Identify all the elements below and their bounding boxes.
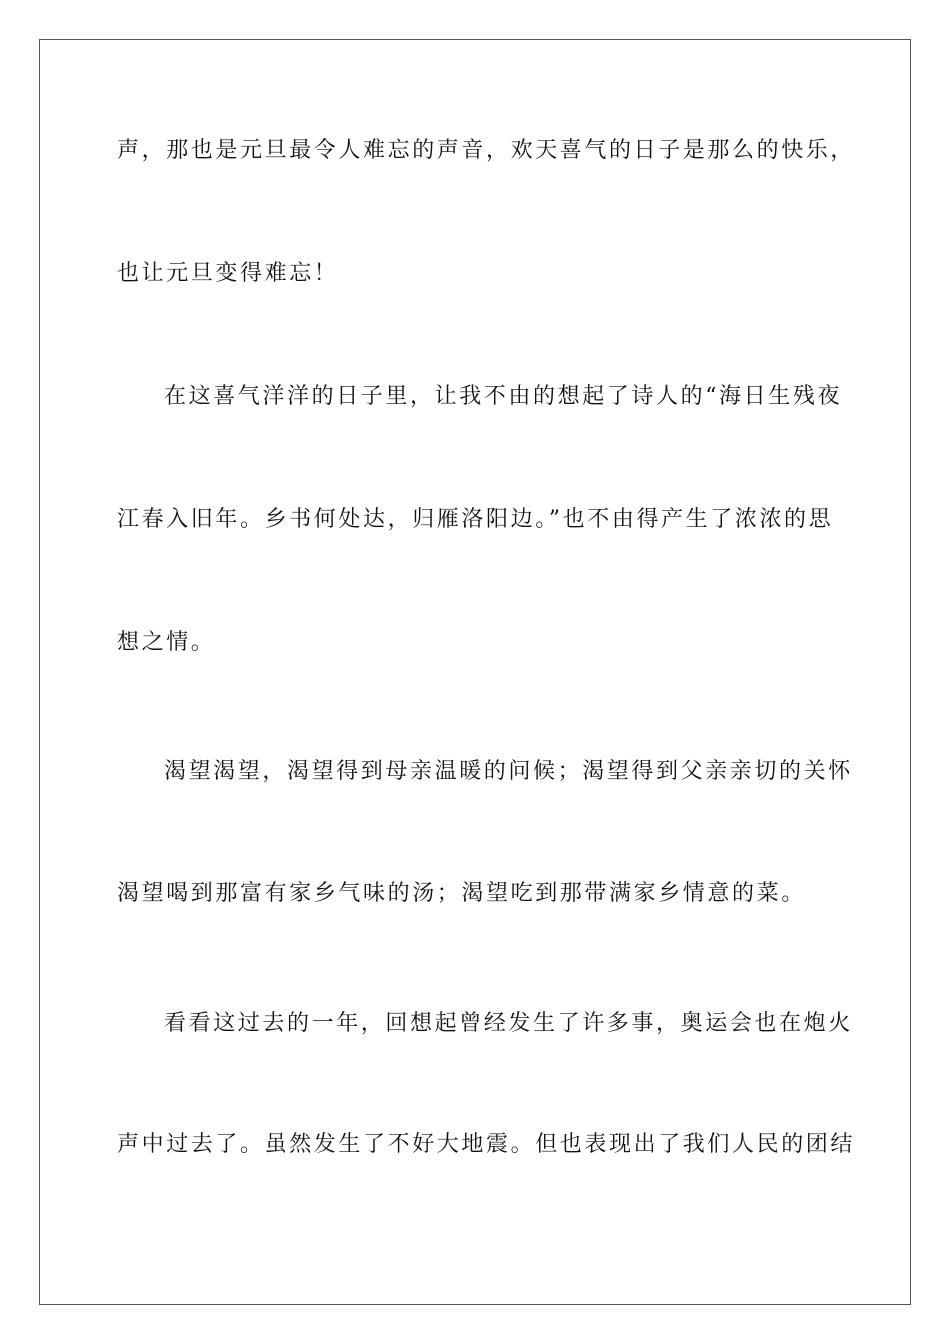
paragraph-start-line-8: 看看这过去的一年，回想起曾经发生了许多事，奥运会也在炮火 [164, 1011, 853, 1036]
text-line-2: 也让元旦变得难忘！ [117, 261, 339, 286]
text-line-1: 声，那也是元旦最令人难忘的声音，欢天喜气的日子是那么的快乐， [117, 138, 856, 163]
text-line-9: 声中过去了。虽然发生了不好大地震。但也表现出了我们人民的团结 [117, 1132, 856, 1157]
paragraph-start-line-3: 在这喜气洋洋的日子里，让我不由的想起了诗人的“海日生残夜 [164, 384, 843, 409]
text-line-4: 江春入旧年。乡书何处达，归雁洛阳边。”也不由得产生了浓浓的思 [117, 507, 834, 532]
paragraph-start-line-6: 渴望渴望，渴望得到母亲温暖的问候；渴望得到父亲亲切的关怀 [164, 759, 853, 784]
text-line-7: 渴望喝到那富有家乡气味的汤；渴望吃到那带满家乡情意的菜。 [117, 881, 806, 906]
page-border [39, 39, 911, 1305]
text-line-5: 想之情。 [117, 630, 216, 655]
